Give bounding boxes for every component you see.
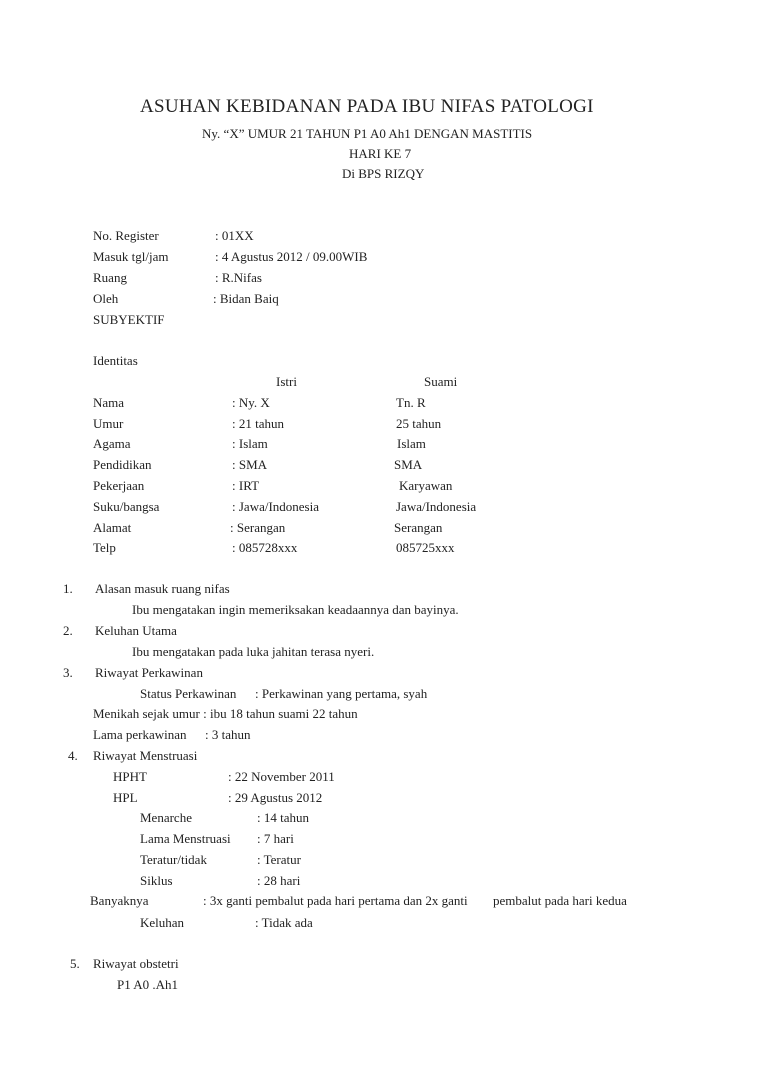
identity-label: Telp [93,540,116,555]
banyaknya-value: : 3x ganti pembalut pada hari pertama dan 2x ganti [203,893,468,908]
menikah-umur-line: Menikah sejak umur : ibu 18 tahun suami 22 tahun [93,706,358,721]
lama-perkawinan-value: : 3 tahun [205,727,251,742]
keluhan-mens-label: Keluhan [140,915,185,930]
identity-suami-value: Islam [397,436,426,451]
item-heading-alasan: Alasan masuk ruang nifas [95,581,230,596]
item-heading-obstetri: Riwayat obstetri [93,956,179,971]
identity-istri-value: : Ny. X [232,395,270,410]
identity-suami-value: 25 tahun [396,416,442,431]
obstetri-value: P1 A0 .Ah1 [117,977,179,992]
identity-suami-value: Karyawan [399,478,453,493]
teratur-label: Teratur/tidak [140,852,207,867]
hpl-label: HPL [113,790,138,805]
menarche-value: : 14 tahun [257,810,309,825]
banyaknya-label: Banyaknya [90,893,149,908]
identity-label: Pekerjaan [93,478,145,493]
identity-istri-value: : 21 tahun [232,416,284,431]
item-number: 3. [63,665,73,680]
item-body-alasan: Ibu mengatakan ingin memeriksakan keadaannya dan bayinya. [132,602,459,617]
hpl-value: : 29 Agustus 2012 [228,790,323,805]
identity-label: Agama [93,436,131,451]
identity-label: Pendidikan [93,457,152,472]
keluhan-mens-value: : Tidak ada [255,915,313,930]
item-number: 5. [70,956,80,971]
document-title: ASUHAN KEBIDANAN PADA IBU NIFAS PATOLOGI [140,96,594,117]
column-header-istri: Istri [276,374,297,389]
siklus-value: : 28 hari [257,873,301,888]
hpht-value: : 22 November 2011 [228,769,335,784]
siklus-label: Siklus [140,873,173,888]
teratur-value: : Teratur [257,852,301,867]
identity-istri-value: : 085728xxx [232,540,298,555]
patient-subtitle: Ny. “X” UMUR 21 TAHUN P1 A0 Ah1 DENGAN MASTITIS [202,126,533,141]
banyaknya-value-continued: pembalut pada hari kedua [493,893,627,908]
identity-label: Suku/bangsa [93,499,160,514]
item-body-keluhan: Ibu mengatakan pada luka jahitan terasa nyeri. [132,644,375,659]
item-number: 2. [63,623,73,638]
identity-suami-value: SMA [394,457,423,472]
column-header-suami: Suami [424,374,458,389]
menarche-label: Menarche [140,810,192,825]
identity-suami-value: Jawa/Indonesia [396,499,477,514]
examiner-value: : Bidan Baiq [213,291,279,306]
identity-suami-value: Serangan [394,520,443,535]
identity-istri-value: : SMA [232,457,268,472]
item-heading-menstruasi: Riwayat Menstruasi [93,748,198,763]
item-number: 4. [68,748,78,763]
lama-menstruasi-value: : 7 hari [257,831,294,846]
identity-istri-value: : IRT [232,478,260,493]
identity-suami-value: Tn. R [396,395,426,410]
identity-label: Alamat [93,520,132,535]
section-heading-subyektif: SUBYEKTIF [93,312,165,327]
identitas-heading: Identitas [93,353,138,368]
identity-istri-value: : Serangan [230,520,286,535]
admission-value: : 4 Agustus 2012 / 09.00WIB [215,249,368,264]
hpht-label: HPHT [113,769,147,784]
identity-label: Nama [93,395,125,410]
day-subtitle: HARI KE 7 [349,146,412,161]
item-heading-perkawinan: Riwayat Perkawinan [95,665,203,680]
item-number: 1. [63,581,73,596]
identity-label: Umur [93,416,124,431]
identity-istri-value: : Jawa/Indonesia [232,499,320,514]
room-label: Ruang [93,270,127,285]
item-heading-keluhan: Keluhan Utama [95,623,177,638]
lama-menstruasi-label: Lama Menstruasi [140,831,231,846]
lama-perkawinan-label: Lama perkawinan [93,727,187,742]
status-perkawinan-value: : Perkawinan yang pertama, syah [255,686,428,701]
register-label: No. Register [93,228,159,243]
examiner-label: Oleh [93,291,119,306]
location-subtitle: Di BPS RIZQY [342,166,425,181]
identity-istri-value: : Islam [232,436,268,451]
status-perkawinan-label: Status Perkawinan [140,686,237,701]
admission-label: Masuk tgl/jam [93,249,169,264]
register-value: : 01XX [215,228,254,243]
identity-suami-value: 085725xxx [396,540,455,555]
room-value: : R.Nifas [215,270,262,285]
